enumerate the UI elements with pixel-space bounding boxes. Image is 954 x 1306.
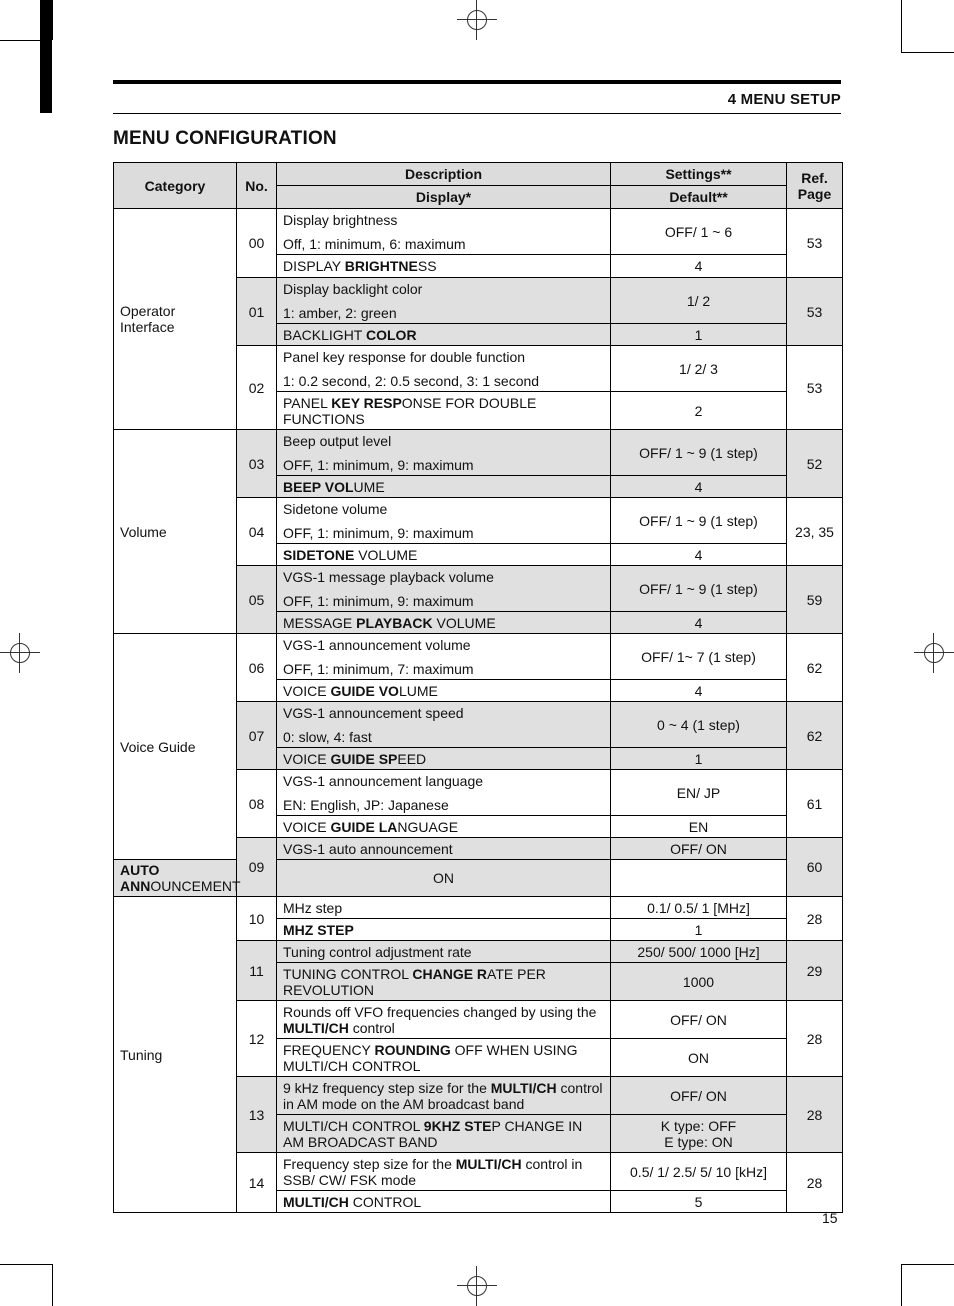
ref-page-cell: 28 xyxy=(787,1001,843,1077)
default-cell: 4 xyxy=(611,255,787,278)
default-cell: 1 xyxy=(611,324,787,346)
description-cell: Sidetone volume OFF, 1: minimum, 9: maximum xyxy=(277,498,611,544)
description-cell: Beep output level OFF, 1: minimum, 9: maximum xyxy=(277,430,611,476)
display-cell: MULTI/CH CONTROL xyxy=(277,1191,611,1213)
settings-cell: OFF/ 1 ~ 9 (1 step) xyxy=(611,498,787,544)
default-cell: EN xyxy=(611,816,787,838)
settings-cell: OFF/ ON xyxy=(611,1001,787,1039)
ref-page-cell: 60 xyxy=(787,838,843,897)
registration-mark xyxy=(914,633,954,673)
settings-cell: OFF/ ON xyxy=(611,838,787,860)
menu-number: 04 xyxy=(237,498,277,566)
description-cell: VGS-1 announcement volume OFF, 1: minimum, 7: maximum xyxy=(277,634,611,680)
crop-mark xyxy=(52,0,53,40)
crop-mark xyxy=(0,40,52,41)
description-cell: Display backlight color 1: amber, 2: green xyxy=(277,278,611,324)
settings-cell: OFF/ 1 ~ 9 (1 step) xyxy=(611,566,787,612)
table-row xyxy=(114,860,843,897)
crop-mark xyxy=(901,0,902,52)
description-cell: 9 kHz frequency step size for the MULTI/CH control in AM mode on the AM broadcast band xyxy=(277,1077,611,1115)
menu-number: 14 xyxy=(237,1153,277,1213)
category-cell: Operator Interface xyxy=(114,209,237,430)
settings-cell: 0.5/ 1/ 2.5/ 5/ 10 [kHz] xyxy=(611,1153,787,1191)
description-cell: Tuning control adjustment rate xyxy=(277,941,611,963)
display-cell: PANEL KEY RESPONSE FOR DOUBLE FUNCTIONS xyxy=(277,392,611,430)
crop-mark xyxy=(901,52,954,53)
menu-number: 13 xyxy=(237,1077,277,1153)
category-cell: Voice Guide xyxy=(114,634,237,860)
display-cell: VOICE GUIDE LANGUAGE xyxy=(277,816,611,838)
settings-cell: OFF/ 1 ~ 6 xyxy=(611,209,787,255)
ref-page-cell: 53 xyxy=(787,209,843,278)
menu-number: 03 xyxy=(237,430,277,498)
settings-cell: 0 ~ 4 (1 step) xyxy=(611,702,787,748)
section-title: 4 MENU SETUP xyxy=(727,91,841,108)
menu-configuration-table xyxy=(113,162,843,1213)
table-row xyxy=(114,209,843,255)
display-cell: VOICE GUIDE SPEED xyxy=(277,748,611,770)
menu-number: 08 xyxy=(237,770,277,838)
menu-number: 09 xyxy=(237,838,277,897)
menu-number: 07 xyxy=(237,702,277,770)
display-cell: MHZ STEP xyxy=(277,919,611,941)
display-cell: AUTO ANNOUNCEMENT xyxy=(114,860,237,897)
ref-page-cell: 28 xyxy=(787,1077,843,1153)
display-cell: FREQUENCY ROUNDING OFF WHEN USING MULTI/CH CONTROL xyxy=(277,1039,611,1077)
crop-mark xyxy=(901,1264,954,1265)
description-cell: VGS-1 message playback volume OFF, 1: minimum, 9: maximum xyxy=(277,566,611,612)
default-cell: 1 xyxy=(611,748,787,770)
crop-mark xyxy=(0,1264,52,1265)
section-header xyxy=(113,80,841,114)
settings-cell: 1/ 2/ 3 xyxy=(611,346,787,392)
description-cell: MHz step xyxy=(277,897,611,919)
display-cell: VOICE GUIDE VOLUME xyxy=(277,680,611,702)
ref-page-cell: 28 xyxy=(787,897,843,941)
display-cell: MULTI/CH CONTROL 9KHZ STEP CHANGE IN AM BROADCAST BAND xyxy=(277,1115,611,1153)
ref-page-cell: 23, 35 xyxy=(787,498,843,566)
menu-number: 01 xyxy=(237,278,277,346)
default-cell: K type: OFF E type: ON xyxy=(611,1115,787,1153)
settings-cell: OFF/ ON xyxy=(611,1077,787,1115)
header-description: Description xyxy=(277,163,611,186)
header-settings: Settings** xyxy=(611,163,787,186)
ref-page-cell: 29 xyxy=(787,941,843,1001)
default-cell: 4 xyxy=(611,680,787,702)
description-cell: VGS-1 announcement language EN: English, JP: Japanese xyxy=(277,770,611,816)
header-no: No. xyxy=(237,163,277,209)
crop-mark xyxy=(40,0,52,113)
ref-page-cell: 28 xyxy=(787,1153,843,1213)
settings-cell: OFF/ 1 ~ 9 (1 step) xyxy=(611,430,787,476)
description-cell: Panel key response for double function 1: 0.2 second, 2: 0.5 second, 3: 1 second xyxy=(277,346,611,392)
ref-page-cell: 62 xyxy=(787,702,843,770)
default-cell: 1000 xyxy=(611,963,787,1001)
settings-cell: EN/ JP xyxy=(611,770,787,816)
category-cell: Tuning xyxy=(114,897,237,1213)
page-title: MENU CONFIGURATION xyxy=(113,128,337,149)
menu-number: 02 xyxy=(237,346,277,430)
display-cell: TUNING CONTROL CHANGE RATE PER REVOLUTION xyxy=(277,963,611,1001)
description-cell: Frequency step size for the MULTI/CH control in SSB/ CW/ FSK mode xyxy=(277,1153,611,1191)
crop-mark xyxy=(901,1264,902,1306)
description-cell: VGS-1 auto announcement xyxy=(277,838,611,860)
description-cell: VGS-1 announcement speed 0: slow, 4: fast xyxy=(277,702,611,748)
menu-number: 00 xyxy=(237,209,277,278)
display-cell: MESSAGE PLAYBACK VOLUME xyxy=(277,612,611,634)
menu-number: 06 xyxy=(237,634,277,702)
registration-mark xyxy=(0,633,40,673)
header-ref-page: Ref. Page xyxy=(787,163,843,209)
registration-mark xyxy=(457,0,497,40)
header-display: Display* xyxy=(277,186,611,209)
settings-cell: 0.1/ 0.5/ 1 [MHz] xyxy=(611,897,787,919)
crop-mark xyxy=(52,1264,53,1306)
header-category: Category xyxy=(114,163,237,209)
description-cell: Rounds off VFO frequencies changed by using the MULTI/CH control xyxy=(277,1001,611,1039)
default-cell: 1 xyxy=(611,919,787,941)
table-row xyxy=(114,634,843,680)
display-cell: BACKLIGHT COLOR xyxy=(277,324,611,346)
menu-number: 10 xyxy=(237,897,277,941)
table-row xyxy=(114,430,843,476)
ref-page-cell: 53 xyxy=(787,346,843,430)
default-cell: ON xyxy=(277,860,611,897)
menu-number: 12 xyxy=(237,1001,277,1077)
registration-mark xyxy=(457,1266,497,1306)
default-cell: 2 xyxy=(611,392,787,430)
display-cell: BEEP VOLUME xyxy=(277,476,611,498)
default-cell: 4 xyxy=(611,476,787,498)
ref-page-cell: 62 xyxy=(787,634,843,702)
menu-number: 11 xyxy=(237,941,277,1001)
display-cell: SIDETONE VOLUME xyxy=(277,544,611,566)
default-cell: 5 xyxy=(611,1191,787,1213)
ref-page-cell: 52 xyxy=(787,430,843,498)
table-row xyxy=(114,897,843,919)
default-cell: ON xyxy=(611,1039,787,1077)
header-row xyxy=(114,163,843,186)
default-cell: 4 xyxy=(611,612,787,634)
ref-page-cell: 53 xyxy=(787,278,843,346)
settings-cell: 250/ 500/ 1000 [Hz] xyxy=(611,941,787,963)
settings-cell: 1/ 2 xyxy=(611,278,787,324)
settings-cell: OFF/ 1~ 7 (1 step) xyxy=(611,634,787,680)
display-cell: DISPLAY BRIGHTNESS xyxy=(277,255,611,278)
description-cell: Display brightness Off, 1: minimum, 6: maximum xyxy=(277,209,611,255)
default-cell: 4 xyxy=(611,544,787,566)
ref-page-cell: 59 xyxy=(787,566,843,634)
category-cell: Volume xyxy=(114,430,237,634)
page-number: 15 xyxy=(822,1210,838,1226)
header-default: Default** xyxy=(611,186,787,209)
menu-number: 05 xyxy=(237,566,277,634)
ref-page-cell: 61 xyxy=(787,770,843,838)
